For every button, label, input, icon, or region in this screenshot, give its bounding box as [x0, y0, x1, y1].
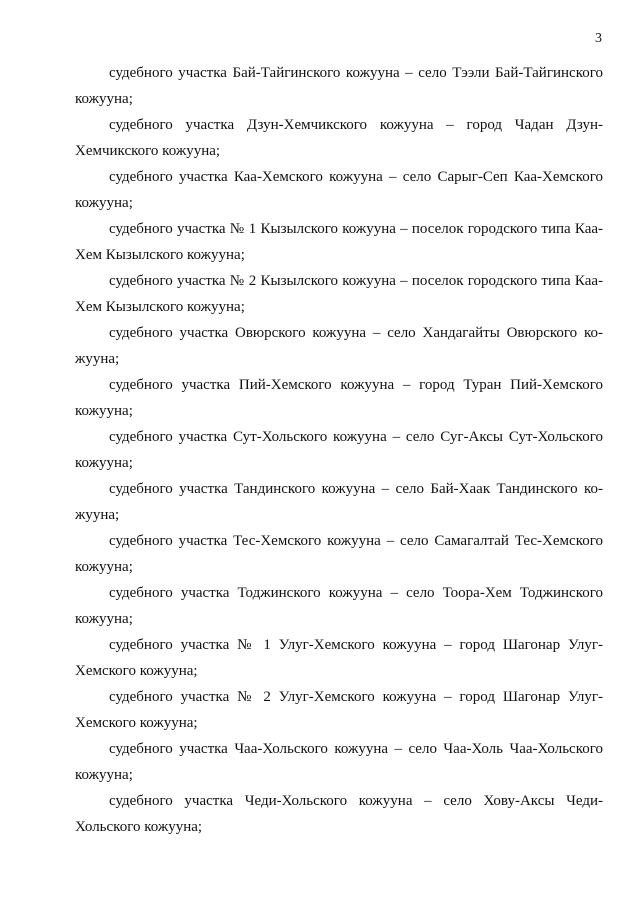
court-district-entry: судебного участка Пий-Хемского кожууна – город Туран Пий-Хемского кожууна; — [75, 377, 603, 419]
court-district-entry: судебного участка № 2 Улуг-Хемского кожууна – город Шагонар Улуг-Хемского кожууна; — [75, 689, 603, 731]
page-number: 3 — [595, 31, 602, 46]
court-district-entry: судебного участка № 1 Улуг-Хемского кожууна – город Шагонар Улуг-Хемского кожууна; — [75, 637, 603, 679]
court-district-entry: судебного участка Каа-Хемского кожууна – село Сарыг-Сеп Каа-Хемского кожууна; — [75, 169, 603, 211]
court-district-entry: судебного участка Тандинского кожууна – село Бай-Хаак Тандинского кожууна; — [75, 481, 603, 523]
court-district-entry: судебного участка Дзун-Хемчикского кожууна – город Чадан Дзун-Хемчикского кожууна; — [75, 117, 603, 159]
court-district-entry: судебного участка Чаа-Хольского кожууна – село Чаа-Холь Чаа-Хольского кожууна; — [75, 741, 603, 783]
court-district-entry: судебного участка Овюрского кожууна – село Хандагайты Овюрского кожууна; — [75, 325, 603, 367]
court-district-entry: судебного участка Тес-Хемского кожууна – село Самагалтай Тес-Хемского кожууна; — [75, 533, 603, 575]
court-district-entry: судебного участка Сут-Хольского кожууна – село Суг-Аксы Сут-Хольского кожууна; — [75, 429, 603, 471]
court-district-entry: судебного участка Чеди-Хольского кожууна – село Хову-Аксы Чеди-Хольского кожууна; — [75, 793, 603, 835]
court-district-entry: судебного участка Бай-Тайгинского кожууна – село Тээли Бай-Тайгинского кожууна; — [75, 65, 603, 107]
court-district-entry: судебного участка Тоджинского кожууна – село Тоора-Хем Тоджинского кожууна; — [75, 585, 603, 627]
court-district-entry: судебного участка № 1 Кызылского кожууна – поселок городского типа Каа-Хем Кызылского кожууна; — [75, 221, 603, 263]
court-district-entry: судебного участка № 2 Кызылского кожууна – поселок городского типа Каа-Хем Кызылского кожууна; — [75, 273, 603, 315]
court-district-list — [75, 60, 603, 840]
